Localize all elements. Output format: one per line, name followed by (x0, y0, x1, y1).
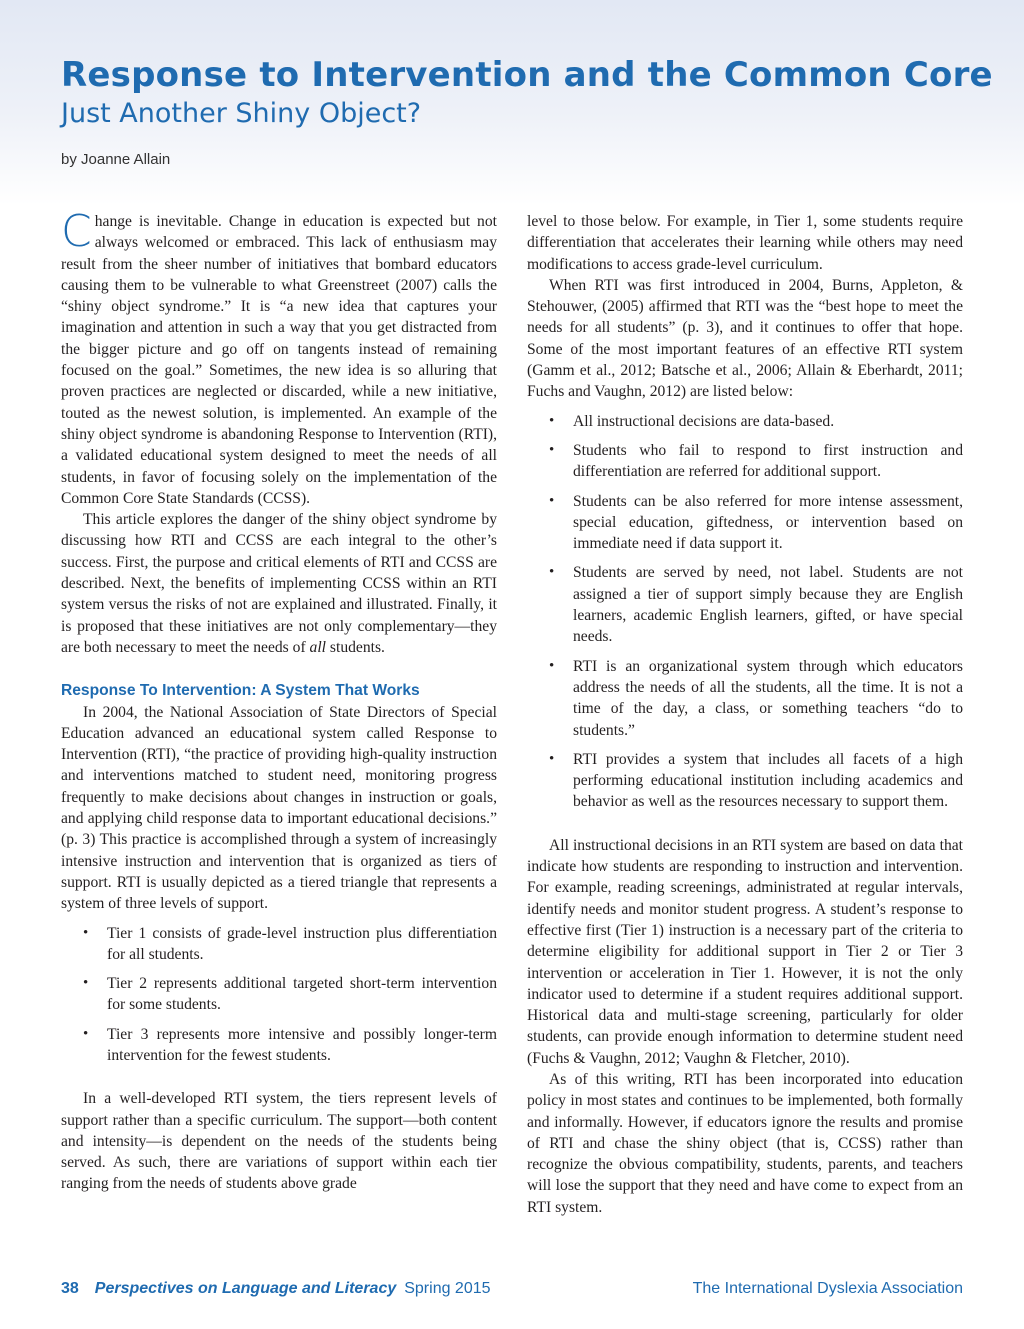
bullet-icon: • (549, 564, 555, 581)
bullet-icon: • (549, 750, 555, 767)
list-item (61, 923, 497, 966)
overview-text-b: students. (326, 638, 385, 656)
page-footer (61, 1280, 963, 1302)
tier-text: Tier 3 represents more intensive and possibly longer-term intervention for the fewest students. (107, 1025, 497, 1064)
bullet-icon: • (549, 492, 555, 509)
policy-paragraph: As of this writing, RTI has been incorporated into education policy in most states and continues to be implemented, both formally and informally. However, if educators ignore the results and promise of RTI and chase the shiny object (that is, CCSS) rather than recognize the obvious compatibility, students, parents, and teachers will lose the support that they need and have come to expect from an RTI system. (527, 1070, 963, 1216)
feature-text: Students are served by need, not label. Students are not assigned a tier of support simply because they are English learners, academic English learners, gifted, or have special needs. (573, 564, 963, 646)
section-heading: Response To Intervention: A System That Works (61, 682, 420, 700)
list-item (527, 491, 963, 555)
list-item (527, 562, 963, 647)
rti-definition-paragraph: In 2004, the National Association of State Directors of Special Education advanced an educational system called Response to Intervention (RTI), “the practice of providing high-quality instruction and interventions matched to student need, monitoring progress frequently to make decisions about changes in instruction or goals, and applying child response data to important educational decisions.” (p. 3) This practice is accomplished through a system of increasingly intensive instruction and intervention that is organized as tiers of support. RTI is usually depicted as a tiered triangle that represents a system of three levels of support. (61, 703, 497, 913)
bullet-icon: • (549, 441, 555, 458)
tier-support-paragraph: In a well-developed RTI system, the tiers represent levels of support rather than a specific curriculum. The support—both content and intensity—is dependent on the needs of the students being served. As such, there are variations of support within each tier ranging from the needs of students above grade (61, 1090, 497, 1193)
feature-text: Students who fail to respond to first instruction and differentiation are referred for additional support. (573, 441, 963, 481)
feature-text: All instructional decisions are data-based. (573, 412, 835, 430)
byline: by Joanne Allain (61, 151, 171, 168)
intro-paragraph-text: hange is inevitable. Change in education is expected but not always welcomed or embraced. This lack of enthusiasm may result from the sheer number of initiatives that bombard educators causing them to be vulnerable to what Greenstreet (2007) calls the “shiny object syndrome.” It is “a new idea that captures your imagination and attention in such a way that you get distracted from the bigger picture and go off on tangents instead of remaining focused on the goal.” Sometimes, the new idea is so alluring that proven practices are neglected or discarded, while a new initiative, touted as the newest solution, is implemented. An example of the shiny object syndrome is abandoning Response to Intervention (RTI), a validated educational system designed to meet the needs of all students, in favor of focusing solely on the implementation of the Common Core State Standards (CCSS). (61, 213, 497, 507)
tier-text: Tier 1 consists of grade-level instruction plus differentiation for all students. (107, 924, 497, 963)
continued-paragraph: level to those below. For example, in Tier 1, some students require differentiation that accelerates their learning while others may need modifications to access grade-level curriculum. (527, 213, 963, 273)
list-item (527, 749, 963, 813)
feature-text: RTI is an organizational system through which educators address the needs of all the students, all the time. It is not a time of the day, a class, or something teachers “do to students.” (573, 657, 963, 739)
right-column (527, 211, 963, 1218)
rti-history-paragraph: When RTI was first introduced in 2004, Burns, Appleton, & Stehouwer, (2005) affirmed that RTI was the “best hope to meet the needs for all students” (p. 3), and it continues to offer that hope. Some of the most important features of an effective RTI system (Gamm et al., 2012; Batsche et al., 2006; Allain & Eberhardt, 2011; Fuchs and Vaughn, 2012) are listed below: (527, 276, 963, 401)
list-item (527, 440, 963, 483)
list-item (527, 656, 963, 741)
tier-list (61, 923, 497, 1067)
article-title: Response to Intervention and the Common Core (61, 55, 993, 95)
bullet-icon: • (549, 412, 555, 429)
bullet-icon: • (83, 924, 89, 941)
bullet-icon: • (549, 657, 555, 674)
article-overview-paragraph (61, 509, 497, 658)
list-item (61, 973, 497, 1016)
bullet-icon: • (83, 1025, 89, 1042)
overview-emphasis: all (309, 638, 327, 656)
journal-issue: Spring 2015 (404, 1280, 491, 1297)
left-column (61, 206, 497, 1195)
tier-text: Tier 2 represents additional targeted short-term intervention for some students. (107, 975, 497, 1014)
organization-name: The International Dyslexia Association (692, 1280, 963, 1297)
feature-list (527, 411, 963, 813)
data-decisions-paragraph: All instructional decisions in an RTI system are based on data that indicate how students are responding to instruction and intervention. For example, reading screenings, administrated at regular intervals, identify needs and monitor student progress. A student’s response to effective first (Tier 1) instruction is a necessary part of the criteria to determine eligibility for additional support in Tier 2 or Tier 3 intervention or acceleration in Tier 1. However, it is not the only indicator used to determine if a student requires additional support. Historical data and multi-stage screening, particularly for older students, can provide enough information to determine student need (Fuchs & Vaughn, 2012; Vaughn & Fletcher, 2010). (527, 836, 963, 1067)
overview-text-a: This article explores the danger of the shiny object syndrome by discussing how RTI and CCSS are each integral to the other’s success. First, the purpose and critical elements of RTI and CCSS are described. Next, the benefits of implementing CCSS within an RTI system versus the risks of not are explained and illustrated. Finally, it is proposed that these initiatives are not only complementary—they are both necessary to meet the needs of (61, 511, 497, 656)
bullet-icon: • (83, 975, 89, 992)
intro-paragraph (61, 206, 497, 509)
list-item (61, 1024, 497, 1067)
list-item (527, 411, 963, 432)
page-number: 38 (61, 1280, 79, 1297)
article-subtitle: Just Another Shiny Object? (61, 98, 422, 129)
drop-cap: C (61, 206, 92, 257)
feature-text: RTI provides a system that includes all facets of a high performing educational institution including academics and behavior as well as the resources necessary to support them. (573, 750, 963, 811)
feature-text: Students can be also referred for more intense assessment, special education, giftedness, or intervention based on immediate need if data support it. (573, 492, 963, 553)
journal-title: Perspectives on Language and Literacy (94, 1280, 397, 1297)
